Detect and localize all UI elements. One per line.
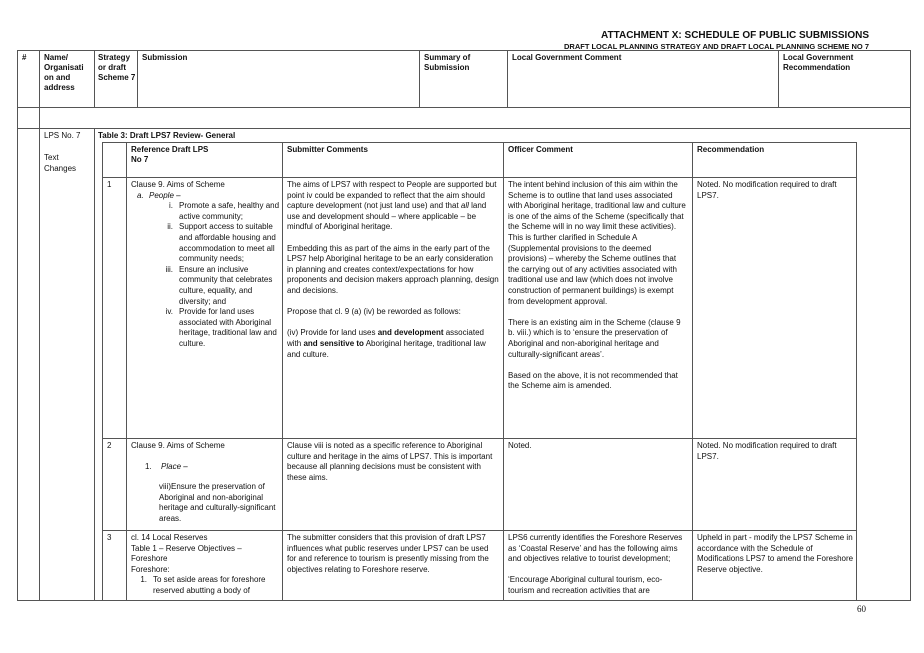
row-2-ref-item: viii)Ensure the preservation of Aboriginal and non-aboriginal heritage and culturally-significant areas. <box>159 482 276 523</box>
row-1-recommendation: Noted. No modification required to draft LPS7. <box>697 180 837 200</box>
list-item: ii. Support access to suitable and affordable housing and accommodation to meet all community needs; <box>167 222 276 264</box>
row-1-ref-sub-label: People – <box>149 190 181 200</box>
row-3-number: 3 <box>107 533 112 542</box>
col-header-submitter: Submitter Comments <box>287 145 368 154</box>
col-header-lg-recommendation: Local Government Recommendation <box>783 53 854 72</box>
row-1-submitter-comment: The aims of LPS7 with respect to People are supported but point iv could be expanded to reflect that the aim should capture development (not just land use) and that all land use and development should – where applicable – be mindful of Aboriginal heritage. Embedding this as part of the aims in the early part of the LPS7 help Aboriginal heritage to be an early consideration in planning and creates context/expectations for how proponents and decision makers approach planning, design and decisions. Propose that cl. 9 (a) (iv) be reworded as follows: (iv) Provide for land uses and development associated with and sensitive to Aboriginal heritage, traditional law and culture. <box>287 180 499 359</box>
row-2-number: 2 <box>107 441 112 450</box>
col-header-summary: Summary of Submission <box>424 53 471 72</box>
table3-title: Table 3: Draft LPS7 Review- General <box>98 131 236 140</box>
document-subtitle: DRAFT LOCAL PLANNING STRATEGY AND DRAFT LOCAL PLANNING SCHEME NO 7 <box>563 42 869 51</box>
list-item: 1. To set aside areas for foreshore reserved abutting a body of <box>140 575 266 595</box>
list-item: i. Promote a safe, healthy and active community; <box>169 201 280 221</box>
row-2-reference <box>131 441 280 525</box>
col-header-officer: Officer Comment <box>508 145 573 154</box>
outer-header-divider <box>17 107 911 108</box>
col-header-name: Name/ Organisati on and address <box>44 53 84 92</box>
row-2-ref-sub-label: Place – <box>161 461 188 471</box>
row-1-ref-title: Clause 9. Aims of Scheme <box>131 180 225 189</box>
row-2-recommendation: Noted. No modification required to draft LPS7. <box>697 441 837 461</box>
row-3-submitter-comment: The submitter considers that this provision of draft LPS7 influences what public reserves under LPS7 can be used for and reference to tourism is presently missing from the objectives relating to Foreshore reserve. <box>287 533 489 574</box>
row-2-submitter-comment: Clause viii is noted as a specific reference to Aboriginal culture and heritage in the aims of LPS7. This is important because all planning decisions must be consistent with these aims. <box>287 441 493 482</box>
row-1-reference <box>131 180 280 350</box>
row-3-recommendation: Upheld in part - modify the LPS7 Scheme in accordance with the Schedule of Modifications LPS7 to amend the Foreshore Reserve objective. <box>697 533 854 574</box>
list-item: iii. Ensure an inclusive community that celebrates culture, equality, and diversity; and <box>165 264 273 306</box>
col-header-strategy: Strategy or draft Scheme 7 <box>98 53 136 82</box>
page-number: 60 <box>857 604 866 614</box>
row-2-officer-comment: Noted. <box>508 441 532 450</box>
side-reference: LPS No. 7 <box>44 131 81 140</box>
row-3-reference: cl. 14 Local Reserves Table 1 – Reserve Objectives – Foreshore Foreshore: 1. To set aside areas for foreshore reserved abutting a body of <box>131 533 280 600</box>
list-item: iv. Provide for land uses associated with Aboriginal heritage, traditional law and culture. <box>165 307 277 348</box>
col-header-lg-comment: Local Government Comment <box>512 53 622 62</box>
row-1-number: 1 <box>107 180 112 189</box>
col-header-number: # <box>22 53 27 62</box>
document-title: ATTACHMENT X: SCHEDULE OF PUBLIC SUBMISSIONS <box>601 30 869 41</box>
col-header-recommendation: Recommendation <box>697 145 765 154</box>
col-header-submission: Submission <box>142 53 188 62</box>
row-1-ref-items <box>131 201 280 349</box>
row-3-officer-comment: LPS6 currently identifies the Foreshore Reserves as ‘Coastal Reserve’ and has the following aims and objectives relative to tourist development; ‘Encourage Aboriginal cultural tourism, eco-tourism and recreation activities that are <box>508 533 683 595</box>
row-1-ref-sub-num: a. <box>137 190 144 200</box>
row-1-officer-comment: The intent behind inclusion of this aim within the Scheme is to outline that land uses associated with Aboriginal heritage, traditional law and culture is one of the aims of the Scheme (specifically that the Scheme will in no way limit these activities). This is further clarified in Schedule A (Supplemental provisions to the deemed provisions) – whereby the Scheme outlines that the carrying out of any activities associated with traditional use and law (which does not involve construction of permanent buildings) is exempt from development approval. There is an existing aim in the Scheme (clause 9 b. viii.) which is to ‘ensure the preservation of Aboriginal and non-aboriginal heritage and culturally-significant areas’. Based on the above, it is not recommended that the Scheme aim is amended. <box>508 180 686 391</box>
col-header-reference: Reference Draft LPS No 7 <box>131 145 209 164</box>
outer-spacer-divider <box>17 128 911 129</box>
row-2-ref-title: Clause 9. Aims of Scheme <box>131 441 225 450</box>
row-2-ref-sub-num: 1. <box>145 461 152 471</box>
side-type: Text Changes <box>44 153 77 173</box>
